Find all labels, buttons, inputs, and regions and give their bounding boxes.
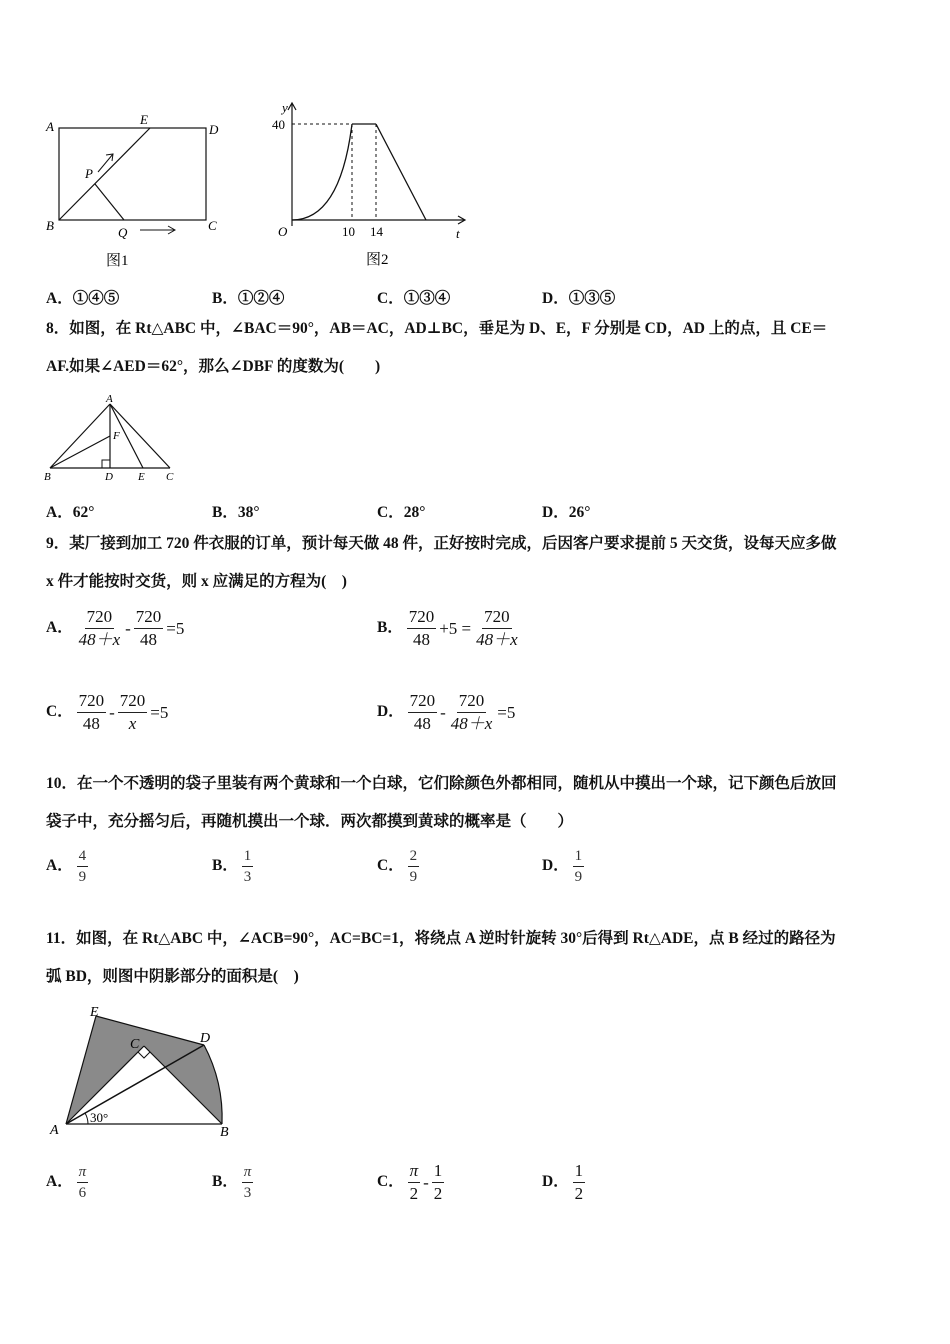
label-b: B: [46, 218, 54, 233]
label-e: E: [138, 471, 145, 483]
option-text: ①④⑤: [72, 290, 120, 307]
rectangle-abcd: [59, 128, 206, 220]
q7-option-b[interactable]: [212, 286, 284, 308]
label-c: C: [166, 471, 174, 483]
option-text: ①③④: [403, 290, 451, 307]
denominator: 9: [409, 869, 418, 885]
fraction: [408, 690, 438, 735]
fraction: [432, 1160, 445, 1205]
numerator: 1: [242, 846, 254, 867]
q7-figure-1: [40, 108, 240, 273]
arrow-p: [98, 154, 113, 172]
q11-option-a[interactable]: [46, 1162, 88, 1203]
option-letter: B．: [212, 1173, 238, 1191]
option-letter: A．: [46, 290, 73, 307]
q9-line-2: x 件才能按时交货，则 x 应满足的方程为( ): [46, 573, 347, 590]
q9-question: [46, 525, 926, 601]
fraction: [77, 1162, 89, 1203]
numerator: 720: [118, 690, 148, 713]
option-letter: B．: [212, 857, 238, 875]
label-a: A: [106, 393, 113, 405]
numerator: 720: [408, 690, 438, 713]
label-e: E: [90, 1005, 99, 1020]
numerator: 4: [77, 846, 89, 867]
q9-line-1: 9．某厂接到加工 720 件衣服的订单，预计每天做 48 件，正好按时完成，后因客户要求提前 5 天交货，设每天应多做: [46, 535, 837, 552]
equals-5: =5: [497, 702, 516, 722]
q8-line-1: 8．如图，在 Rt△ABC 中，∠BAC＝90°，AB＝AC，AD⊥BC，垂足为 D、E，F 分别是 CD，AD 上的点，且 CE＝: [46, 320, 828, 337]
option-letter: C．: [377, 504, 404, 521]
fraction: [408, 846, 420, 887]
q11-line-1: 11．如图，在 Rt△ABC 中，∠ACB=90°，AC=BC=1，将绕点 A 逆时针旋转 30°后得到 Rt△ADE，点 B 经过的路径为: [46, 930, 836, 947]
operator: -: [109, 702, 115, 722]
q10-option-a[interactable]: [46, 846, 88, 887]
option-letter: D．: [542, 1173, 569, 1191]
option-letter: A．: [46, 504, 73, 521]
fraction: [573, 846, 585, 887]
numerator: 1: [432, 1160, 445, 1183]
q10-line-2: 袋子中，充分摇匀后，再随机摸出一个球．两次都摸到黄球的概率是（ ）: [46, 813, 574, 830]
fraction: [474, 606, 520, 651]
label-b: B: [44, 471, 51, 483]
q9-option-a[interactable]: [46, 606, 187, 651]
equals-5: =5: [166, 618, 185, 638]
denominator: 2: [433, 1184, 443, 1203]
option-letter: B．: [212, 504, 238, 521]
label-a: A: [46, 119, 54, 134]
segment-fall: [376, 124, 426, 220]
option-text: 62°: [72, 504, 95, 521]
q11-line-2: 弧 BD，则图中阴影部分的面积是( ): [46, 968, 299, 985]
option-letter: D．: [542, 857, 569, 875]
denominator: 9: [574, 869, 583, 885]
denominator: 9: [78, 869, 87, 885]
q8-figure: [40, 392, 180, 484]
denominator: x: [128, 714, 137, 733]
fraction: [408, 1160, 421, 1205]
numerator: 1: [573, 1160, 586, 1183]
x-tick-10: 10: [342, 224, 355, 239]
label-a: A: [50, 1123, 59, 1138]
operator: +5 =: [439, 618, 472, 638]
q9-option-c[interactable]: [46, 690, 171, 735]
denominator: 3: [243, 869, 252, 885]
option-letter: A．: [46, 619, 73, 637]
y-tick-40: 40: [272, 117, 285, 132]
option-letter: C．: [377, 290, 404, 307]
numerator: 720: [407, 606, 437, 629]
angle-label: 30°: [90, 1110, 109, 1125]
denominator: 48: [82, 714, 100, 733]
fraction: [134, 606, 164, 651]
label-d: D: [200, 1031, 211, 1046]
fraction: [449, 690, 495, 735]
q10-line-1: 10．在一个不透明的袋子里装有两个黄球和一个白球，它们除颜色外都相同，随机从中摸出一个球，记下颜色后放回: [46, 775, 837, 792]
option-letter: A．: [46, 857, 73, 875]
label-p: P: [85, 166, 93, 181]
option-text: 26°: [568, 504, 591, 521]
denominator: 2: [574, 1184, 584, 1203]
option-text: 38°: [237, 504, 260, 521]
option-text: ①②④: [237, 290, 285, 307]
option-text: 28°: [403, 504, 426, 521]
option-letter: D．: [377, 703, 404, 721]
figure-1-caption: 图1: [106, 253, 129, 269]
numerator: 720: [77, 690, 107, 713]
fraction: [118, 690, 148, 735]
curve-rise: [292, 124, 352, 220]
numerator: π: [77, 1162, 89, 1183]
q7-option-a[interactable]: [46, 286, 119, 308]
fraction: [242, 846, 254, 887]
fraction: [407, 606, 437, 651]
option-letter: D．: [542, 504, 569, 521]
y-axis-label: y: [282, 100, 288, 115]
x-axis-label: t: [456, 226, 460, 241]
right-angle-mark: [102, 460, 110, 468]
q10-option-b[interactable]: [212, 846, 253, 887]
q8-option-c[interactable]: [377, 500, 425, 522]
segment-bf: [50, 436, 110, 468]
q11-option-d[interactable]: [542, 1160, 585, 1205]
numerator: π: [242, 1162, 254, 1183]
q7-figure-2: [260, 96, 475, 274]
operator: -: [423, 1172, 429, 1192]
option-letter: C．: [377, 857, 404, 875]
fraction: [77, 846, 89, 887]
label-f: F: [113, 430, 120, 442]
q8-option-a[interactable]: [46, 500, 94, 522]
denominator: 48: [140, 630, 158, 649]
denominator: 48: [412, 630, 430, 649]
figure-2-caption: 图2: [366, 252, 389, 268]
denominator: 48＋x: [450, 714, 493, 733]
numerator: 2: [408, 846, 420, 867]
denominator: 48: [413, 714, 431, 733]
segment-pq: [95, 184, 124, 220]
q10-option-c[interactable]: [377, 846, 419, 887]
label-d: D: [105, 471, 113, 483]
fraction: [573, 1160, 586, 1205]
q10-question: [46, 765, 926, 841]
numerator: 720: [85, 606, 115, 629]
option-text: ①③⑤: [568, 290, 616, 307]
operator: -: [125, 618, 131, 638]
q8-line-2: AF.如果∠AED＝62°，那么∠DBF 的度数为( ): [46, 358, 381, 375]
q11-option-b[interactable]: [212, 1162, 253, 1203]
operator: -: [440, 702, 446, 722]
numerator: π: [408, 1160, 421, 1183]
label-q: Q: [118, 225, 128, 240]
equals-5: =5: [150, 702, 169, 722]
denominator: 48＋x: [476, 630, 518, 649]
fraction: [242, 1162, 254, 1203]
denominator: 2: [409, 1184, 419, 1203]
q7-option-d[interactable]: [542, 286, 615, 308]
numerator: 1: [573, 846, 585, 867]
q11-question: [46, 920, 926, 996]
q8-option-d[interactable]: [542, 500, 590, 522]
numerator: 720: [457, 690, 487, 713]
q9-option-d[interactable]: [377, 690, 518, 735]
q10-option-d[interactable]: [542, 846, 584, 887]
label-e: E: [140, 112, 148, 127]
denominator: 3: [243, 1185, 252, 1201]
segment-be: [59, 128, 150, 220]
fraction: [77, 606, 123, 651]
option-letter: D．: [542, 290, 569, 307]
numerator: 720: [134, 606, 164, 629]
label-d: D: [209, 122, 219, 137]
numerator: 720: [482, 606, 512, 629]
denominator: 48＋x: [78, 630, 121, 649]
q8-question: [46, 310, 926, 386]
q11-figure: [44, 998, 244, 1143]
option-letter: A．: [46, 1173, 73, 1191]
q8-option-b[interactable]: [212, 500, 260, 522]
option-letter: C．: [46, 703, 73, 721]
option-letter: B．: [212, 290, 238, 307]
origin-label: O: [278, 224, 288, 239]
q9-option-b[interactable]: [377, 606, 520, 651]
label-c: C: [130, 1037, 140, 1052]
option-letter: B．: [377, 619, 403, 637]
fraction: [77, 690, 107, 735]
q11-option-c[interactable]: [377, 1160, 444, 1205]
segment-ab: [50, 404, 110, 468]
option-letter: C．: [377, 1173, 404, 1191]
label-c: C: [208, 218, 217, 233]
denominator: 6: [78, 1185, 87, 1201]
label-b: B: [220, 1125, 229, 1140]
x-tick-14: 14: [370, 224, 383, 239]
q7-option-c[interactable]: [377, 286, 450, 308]
